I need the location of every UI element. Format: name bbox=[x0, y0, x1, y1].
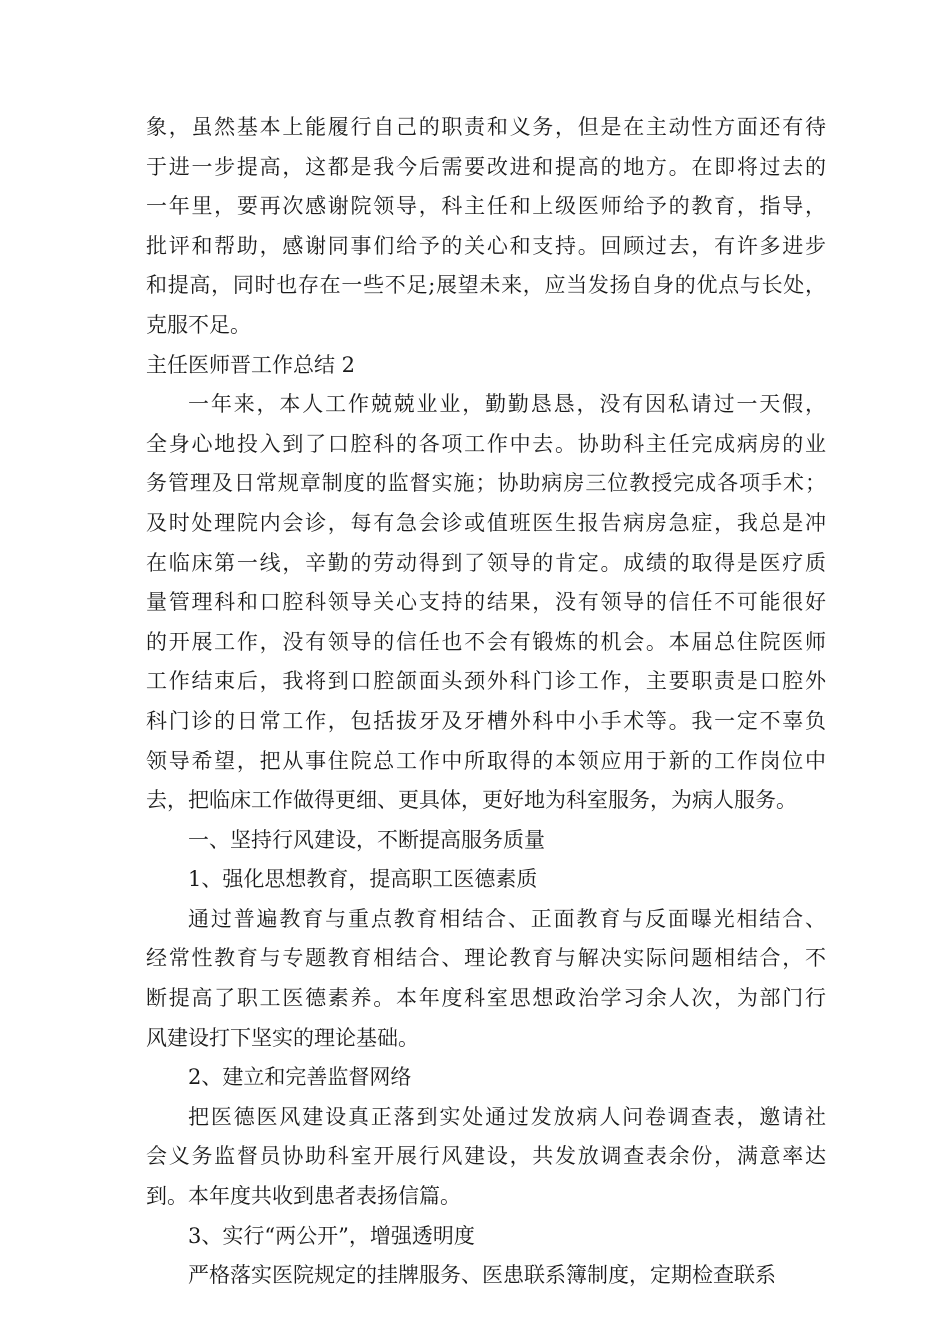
text-line: 全身心地投入到了口腔科的各项工作中去。协助科主任完成病房的业 bbox=[146, 431, 826, 456]
paragraph bbox=[146, 1256, 826, 1296]
paragraph bbox=[146, 385, 826, 821]
text-line: 2、建立和完善监督网络 bbox=[188, 1065, 412, 1090]
text-line: 批评和帮助，感谢同事们给予的关心和支持。回顾过去，有许多进步 bbox=[146, 233, 826, 258]
text-line: 把医德医风建设真正落到实处通过发放病人问卷调查表，邀请社 bbox=[188, 1104, 826, 1129]
text-line: 在临床第一线，辛勤的劳动得到了领导的肯定。成绩的取得是医疗质 bbox=[146, 550, 826, 575]
text-line: 克服不足。 bbox=[146, 312, 251, 337]
text-line: 象，虽然基本上能履行自己的职责和义务，但是在主动性方面还有待 bbox=[146, 115, 826, 139]
subsection-heading bbox=[146, 821, 826, 861]
text-line: 3、实行“两公开”，增强透明度 bbox=[188, 1223, 475, 1248]
text-line: 领导希望，把从事住院总工作中所取得的本领应用于新的工作岗位中 bbox=[146, 748, 826, 773]
text-line: 会义务监督员协助科室开展行风建设，共发放调查表余份，满意率达 bbox=[146, 1144, 826, 1169]
subsection-heading bbox=[146, 860, 826, 900]
text-line: 的开展工作，没有领导的信任也不会有锻炼的机会。本届总住院医师 bbox=[146, 629, 826, 654]
text-line: 断提高了职工医德素养。本年度科室思想政治学习余人次，为部门行 bbox=[146, 986, 826, 1011]
text-line: 经常性教育与专题教育相结合、理论教育与解决实际问题相结合，不 bbox=[146, 946, 826, 971]
text-line: 风建设打下坚实的理论基础。 bbox=[146, 1025, 419, 1050]
text-line: 一年里，要再次感谢院领导，科主任和上级医师给予的教育，指导， bbox=[146, 194, 826, 219]
text-line: 于进一步提高，这都是我今后需要改进和提高的地方。在即将过去的 bbox=[146, 154, 826, 179]
text-line: 及时处理院内会诊，每有急会诊或值班医生报告病房急症，我总是冲 bbox=[146, 510, 826, 535]
section-heading bbox=[146, 346, 826, 386]
text-line: 严格落实医院规定的挂牌服务、医患联系簿制度，定期检查联系 bbox=[188, 1263, 776, 1288]
subsection-heading bbox=[146, 1217, 826, 1257]
text-line: 一年来，本人工作兢兢业业，勤勤恳恳，没有因私请过一天假， bbox=[188, 392, 826, 417]
text-line: 和提高，同时也存在一些不足;展望未来，应当发扬自身的优点与长处， bbox=[146, 273, 826, 298]
text-line: 科门诊的日常工作，包括拔牙及牙槽外科中小手术等。我一定不辜负 bbox=[146, 708, 826, 733]
text-line: 主任医师晋工作总结 2 bbox=[146, 352, 356, 377]
paragraph bbox=[146, 108, 826, 346]
text-line: 量管理科和口腔科领导关心支持的结果，没有领导的信任不可能很好 bbox=[146, 590, 826, 615]
paragraph bbox=[146, 900, 826, 1058]
text-line: 通过普遍教育与重点教育相结合、正面教育与反面曝光相结合、 bbox=[188, 906, 826, 931]
text-line: 到。本年度共收到患者表扬信篇。 bbox=[146, 1184, 461, 1209]
text-line: 工作结束后，我将到口腔颌面头颈外科门诊工作，主要职责是口腔外 bbox=[146, 669, 826, 694]
text-line: 务管理及日常规章制度的监督实施；协助病房三位教授完成各项手术； bbox=[146, 471, 826, 496]
text-line: 1、强化思想教育，提高职工医德素质 bbox=[188, 867, 538, 892]
subsection-heading bbox=[146, 1058, 826, 1098]
paragraph bbox=[146, 1098, 826, 1217]
text-line: 去，把临床工作做得更细、更具体，更好地为科室服务，为病人服务。 bbox=[146, 788, 797, 813]
document-page bbox=[146, 108, 826, 1296]
text-line: 一、坚持行风建设，不断提高服务质量 bbox=[188, 827, 545, 852]
